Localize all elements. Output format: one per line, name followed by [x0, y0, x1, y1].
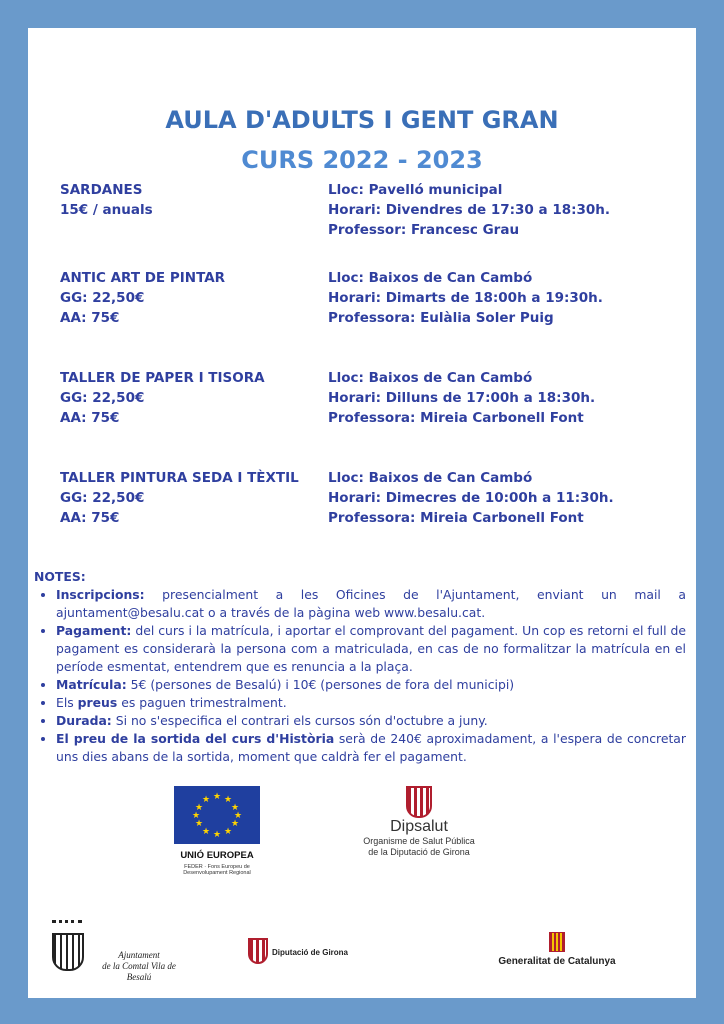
note-item: [56, 730, 686, 766]
poster-page: [28, 28, 696, 998]
ajuntament-logo: [46, 920, 186, 990]
diputacio-label: Diputació de Girona: [272, 948, 349, 957]
note-text: serà de 240€ aproximadament, a l'espera de concretar uns dies abans de la sortida, moment que caldrà fer el pagament.: [56, 731, 686, 764]
course-schedule: Horari: Divendres de 17:30 a 18:30h.: [328, 202, 611, 218]
course-price: GG: 22,50€: [60, 490, 145, 506]
generalitat-label: Generalitat de Catalunya: [498, 956, 616, 967]
page-subtitle: CURS 2022 - 2023: [241, 146, 483, 174]
eu-label: UNIÓ EUROPEA: [180, 850, 254, 861]
eu-logo: [174, 786, 260, 876]
course-name: TALLER PINTURA SEDA I TÈXTIL: [60, 470, 299, 486]
shield-icon: [248, 938, 268, 964]
note-text: es paguen trimestralment.: [117, 695, 287, 710]
notes-title: NOTES:: [34, 569, 86, 584]
shield-icon: [406, 786, 432, 818]
dipsalut-sub: de la Diputació de Girona: [368, 847, 470, 857]
ajuntament-line2: de la Comtal Vila de: [102, 961, 176, 971]
diputacio-logo: [246, 934, 358, 978]
notes-section: [34, 568, 686, 766]
town-crest-icon: [52, 920, 84, 978]
note-item: [56, 586, 686, 622]
course-schedule: Horari: Dimarts de 18:00h a 19:30h.: [328, 290, 603, 306]
note-label: El preu de la sortida del curs d'Història: [56, 731, 335, 746]
course-name: TALLER DE PAPER I TISORA: [60, 370, 265, 386]
course-teacher: Professora: Mireia Carbonell Font: [328, 510, 584, 526]
note-prefix: Els: [56, 695, 78, 710]
note-text: Si no s'especifica el contrari els cursos són d'octubre a juny.: [111, 713, 488, 728]
course-schedule: Horari: Dilluns de 17:00h a 18:30h.: [328, 390, 596, 406]
note-label: Pagament:: [56, 623, 132, 638]
dipsalut-logo: [344, 786, 494, 858]
course-price: GG: 22,50€: [60, 390, 145, 406]
course-teacher: Professora: Mireia Carbonell Font: [328, 410, 584, 426]
course-name: SARDANES: [60, 182, 143, 198]
course-price: AA: 75€: [60, 310, 120, 326]
ajuntament-line1: Ajuntament: [118, 950, 160, 960]
note-item: [56, 622, 686, 676]
note-label: Matrícula:: [56, 677, 127, 692]
course-price: 15€ / anuals: [60, 202, 153, 218]
note-item: [56, 712, 686, 730]
note-text: 5€ (persones de Besalú) i 10€ (persones de fora del municipi): [126, 677, 515, 692]
course-price: AA: 75€: [60, 510, 120, 526]
course-teacher: Professora: Eulàlia Soler Puig: [328, 310, 554, 326]
course-place: Lloc: Baixos de Can Cambó: [328, 370, 533, 386]
course-price: GG: 22,50€: [60, 290, 145, 306]
note-label: Durada:: [56, 713, 112, 728]
dipsalut-sub: Organisme de Salut Pública: [363, 836, 475, 846]
page-title: AULA D'ADULTS I GENT GRAN: [165, 106, 559, 134]
course-price: AA: 75€: [60, 410, 120, 426]
dipsalut-brand: Dipsalut: [390, 818, 448, 835]
note-label: preus: [77, 695, 118, 710]
note-text: presencialment a les Oficines de l'Ajuntament, enviant un mail a ajuntament@besalu.cat o a través de la pàgina web www.besalu.cat.: [56, 587, 686, 620]
note-item: [56, 694, 686, 712]
notes-list: [34, 586, 686, 766]
note-label: Inscripcions:: [56, 587, 145, 602]
note-text: del curs i la matrícula, i aportar el comprovant del pagament. Un cop es retorni el full de pagament es considerarà la persona com a matriculada, en cas de no formalitzar la matrícula en el període esmentat, entendrem que es renuncia a la plaça.: [56, 623, 686, 674]
course-place: Lloc: Baixos de Can Cambó: [328, 470, 533, 486]
note-item: [56, 676, 686, 694]
generalitat-logo: [492, 932, 622, 972]
course-teacher: Professor: Francesc Grau: [328, 222, 520, 238]
course-name: ANTIC ART DE PINTAR: [60, 270, 226, 286]
eu-flag-icon: ★ ★ ★ ★ ★ ★ ★ ★ ★ ★ ★ ★: [174, 786, 260, 844]
course-schedule: Horari: Dimecres de 10:00h a 11:30h.: [328, 490, 614, 506]
eu-sub: FEDER · Fons Europeu de Desenvolupament Regional: [183, 864, 251, 876]
senyera-icon: [549, 932, 565, 952]
ajuntament-line3: Besalú: [126, 972, 152, 982]
course-place: Lloc: Baixos de Can Cambó: [328, 270, 533, 286]
course-place: Lloc: Pavelló municipal: [328, 182, 503, 198]
